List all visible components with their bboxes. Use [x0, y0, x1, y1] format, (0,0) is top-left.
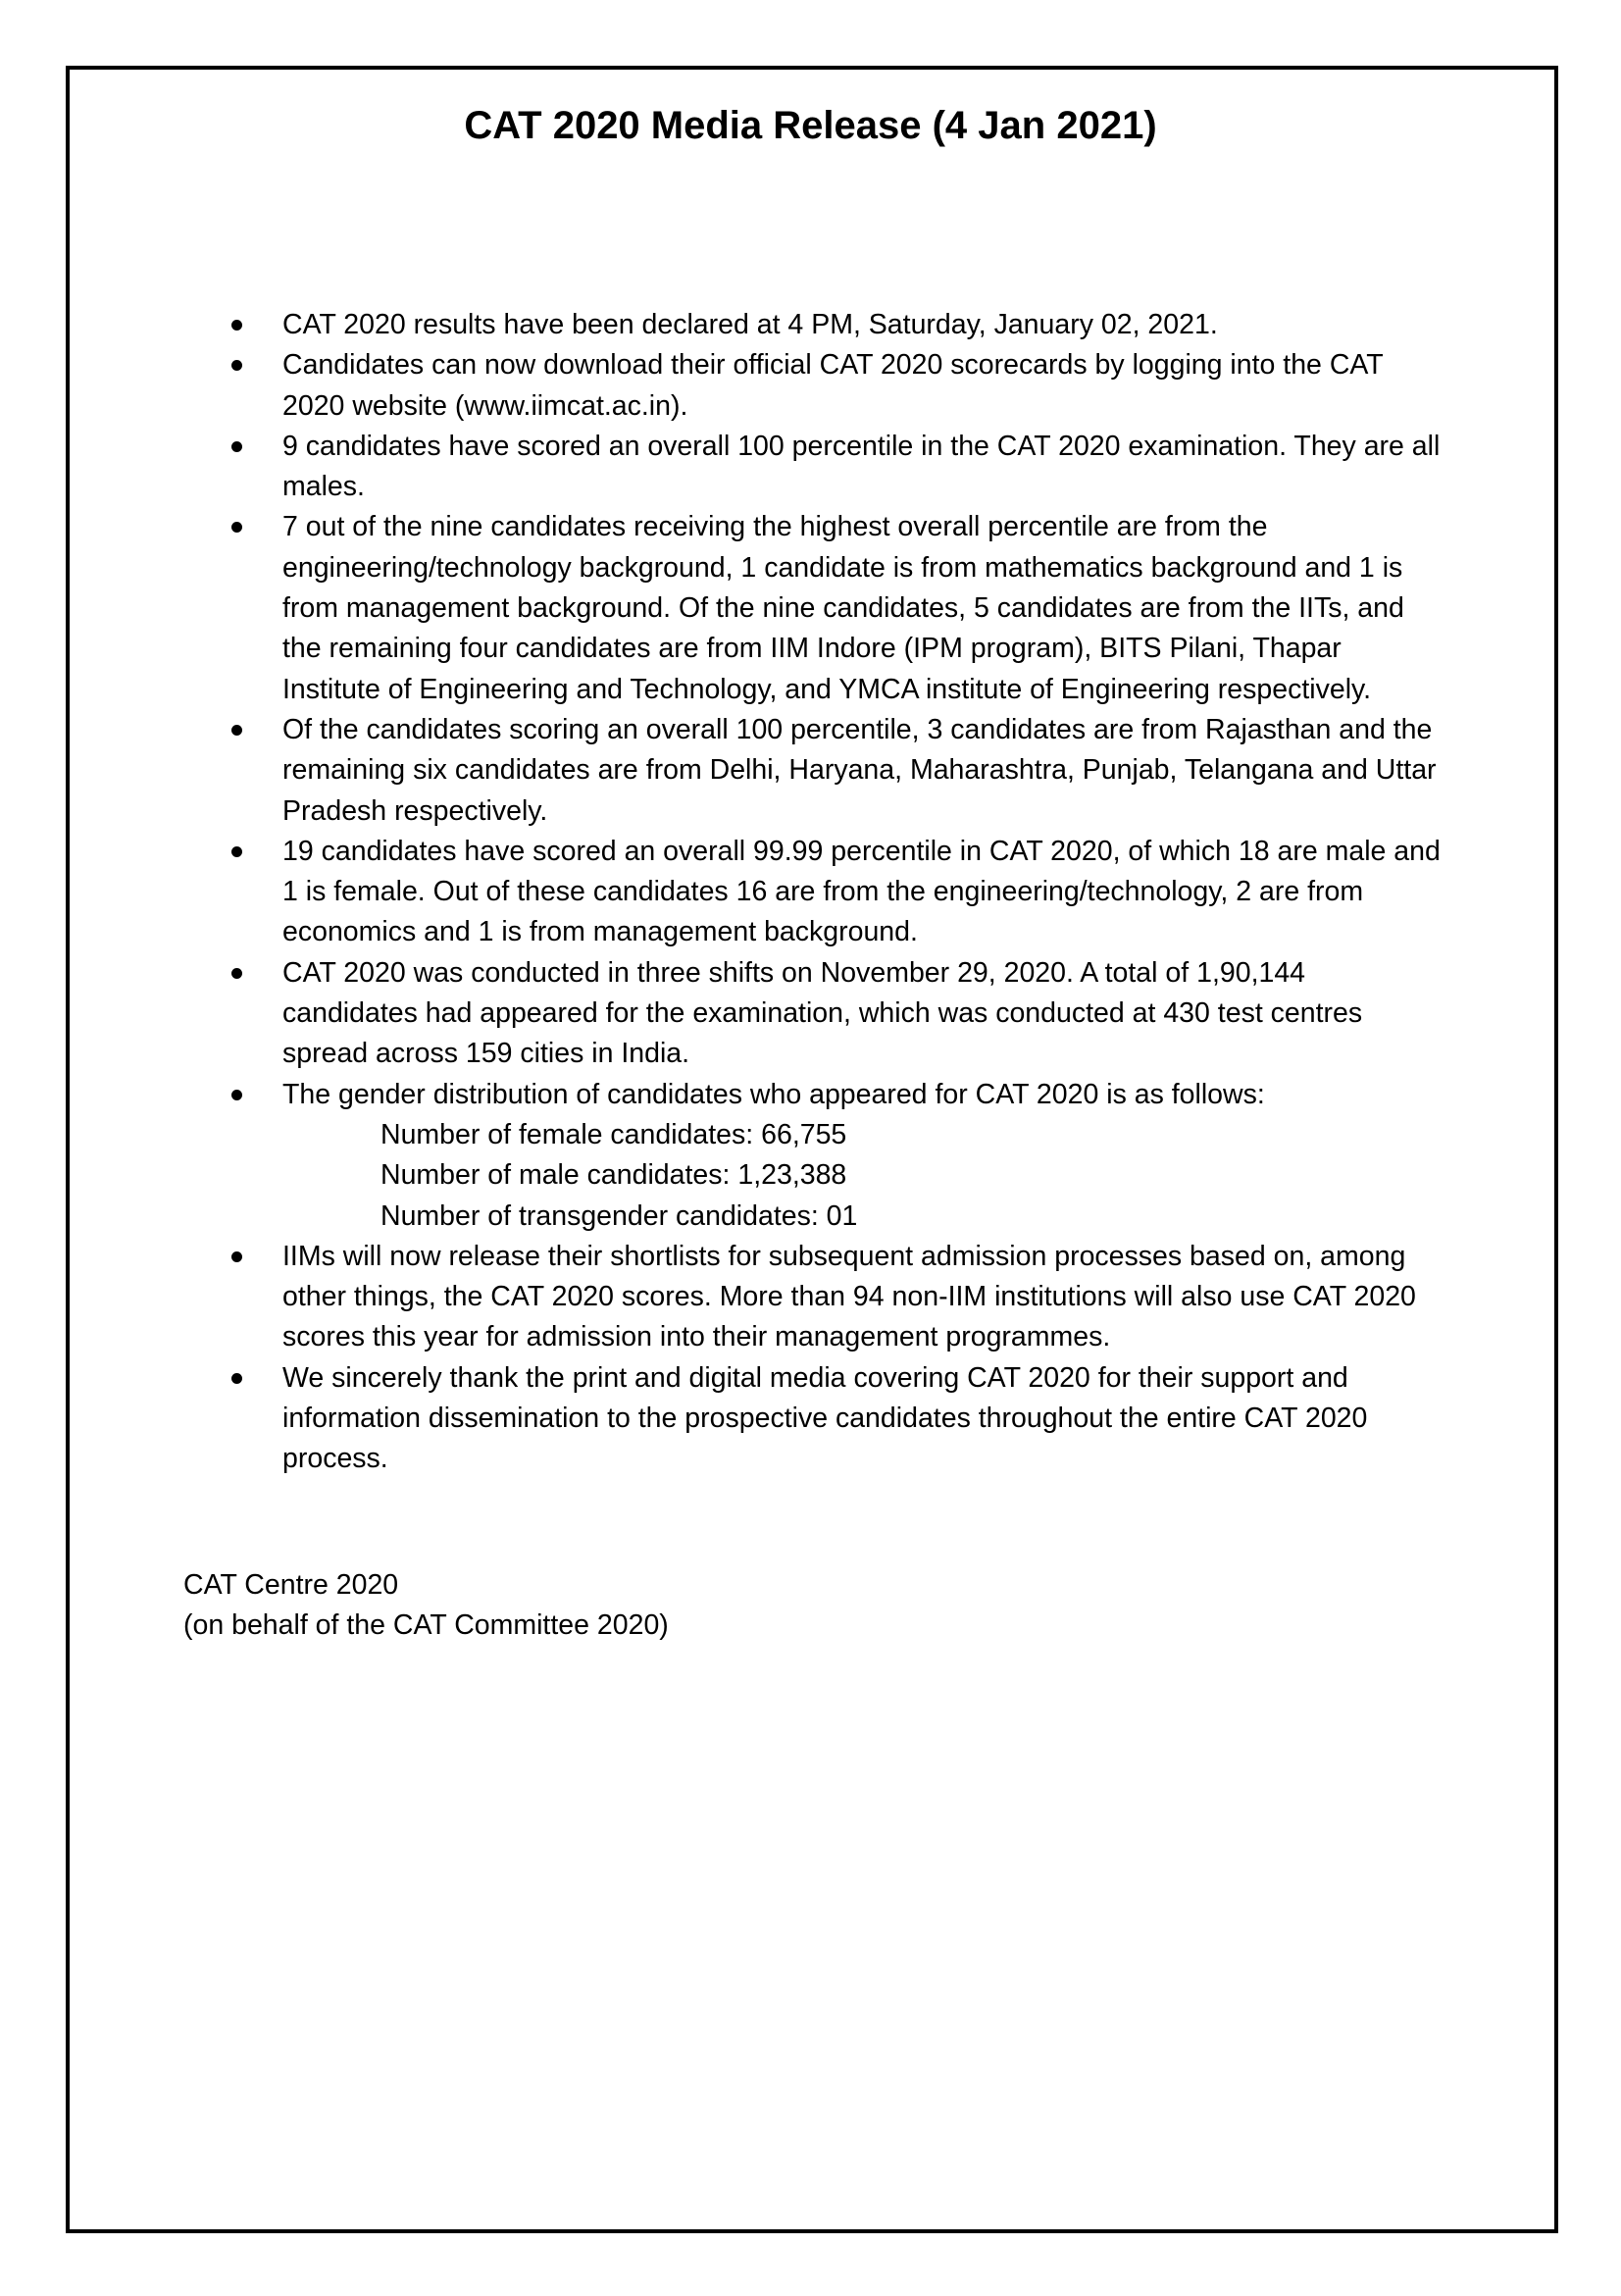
signature-note: (on behalf of the CAT Committee 2020) — [183, 1609, 669, 1642]
text-line: 19 candidates have scored an overall 99.99 percentile in CAT 2020, of which 18 are male and — [282, 835, 1441, 867]
signature-org: CAT Centre 2020 — [183, 1569, 399, 1601]
bullet-icon — [231, 1251, 242, 1262]
bullet-icon — [231, 725, 242, 736]
text-line: CAT 2020 was conducted in three shifts on November 29, 2020. A total of 1,90,144 — [282, 956, 1306, 989]
list-item — [0, 1237, 1621, 1358]
text-line: The gender distribution of candidates who appeared for CAT 2020 is as follows: — [282, 1078, 1265, 1110]
text-line: 2020 website (www.iimcat.ac.in). — [282, 389, 688, 422]
text-line: Pradesh respectively. — [282, 794, 548, 827]
text-line: scores this year for admission into their management programmes. — [282, 1321, 1111, 1353]
text-line: We sincerely thank the print and digital media covering CAT 2020 for their support and — [282, 1361, 1348, 1394]
list-item — [0, 507, 1621, 709]
text-line: remaining six candidates are from Delhi, Haryana, Maharashtra, Punjab, Telangana and Uttar — [282, 754, 1437, 787]
list-item — [0, 345, 1621, 427]
list-item — [0, 953, 1621, 1075]
bullet-icon — [231, 846, 242, 857]
text-line: CAT 2020 results have been declared at 4 PM, Saturday, January 02, 2021. — [282, 309, 1218, 340]
list-item — [0, 1358, 1621, 1480]
page-title: CAT 2020 Media Release (4 Jan 2021) — [464, 104, 1157, 147]
text-line: 9 candidates have scored an overall 100 percentile in the CAT 2020 examination. They are all — [282, 430, 1441, 462]
male-count-line: Number of male candidates: 1,23,388 — [380, 1159, 847, 1192]
list-item — [0, 305, 1621, 345]
female-count-line: Number of female candidates: 66,755 — [380, 1118, 847, 1150]
list-item — [0, 1075, 1621, 1237]
text-line: Candidates can now download their official CAT 2020 scorecards by logging into the CAT — [282, 349, 1384, 382]
bullet-icon — [231, 441, 242, 452]
list-item — [0, 832, 1621, 953]
signature-block — [183, 1565, 669, 1647]
bullet-icon — [231, 360, 242, 371]
bullet-icon — [231, 968, 242, 979]
text-line: other things, the CAT 2020 scores. More than 94 non-IIM institutions will also use CAT 2020 — [282, 1281, 1416, 1313]
list-item — [0, 427, 1621, 508]
text-line: engineering/technology background, 1 candidate is from mathematics background and 1 is — [282, 551, 1403, 584]
text-line: males. — [282, 471, 365, 503]
list-item — [0, 710, 1621, 832]
text-line: economics and 1 is from management background. — [282, 916, 918, 948]
transgender-count-line: Number of transgender candidates: 01 — [380, 1199, 858, 1232]
text-line: IIMs will now release their shortlists for subsequent admission processes based on, among — [282, 1240, 1406, 1272]
text-line: 7 out of the nine candidates receiving the highest overall percentile are from the — [282, 511, 1268, 543]
text-line: information dissemination to the prospective candidates throughout the entire CAT 2020 — [282, 1403, 1368, 1435]
bullet-icon — [231, 1373, 242, 1384]
text-line: the remaining four candidates are from IIM Indore (IPM program), BITS Pilani, Thapar — [282, 633, 1342, 665]
bullet-icon — [231, 522, 242, 533]
text-line: Institute of Engineering and Technology, and YMCA institute of Engineering respectively. — [282, 673, 1372, 705]
bullet-icon — [231, 1090, 242, 1100]
text-line: process. — [282, 1443, 388, 1475]
text-line: from management background. Of the nine candidates, 5 candidates are from the IITs, and — [282, 592, 1404, 625]
text-line: 1 is female. Out of these candidates 16 are from the engineering/technology, 2 are from — [282, 876, 1364, 908]
text-line: Of the candidates scoring an overall 100 percentile, 3 candidates are from Rajasthan and the — [282, 713, 1433, 745]
text-line: spread across 159 cities in India. — [282, 1038, 690, 1070]
bullet-icon — [231, 320, 242, 331]
text-line: candidates had appeared for the examination, which was conducted at 430 test centres — [282, 997, 1363, 1030]
bullet-list — [0, 305, 1621, 1480]
